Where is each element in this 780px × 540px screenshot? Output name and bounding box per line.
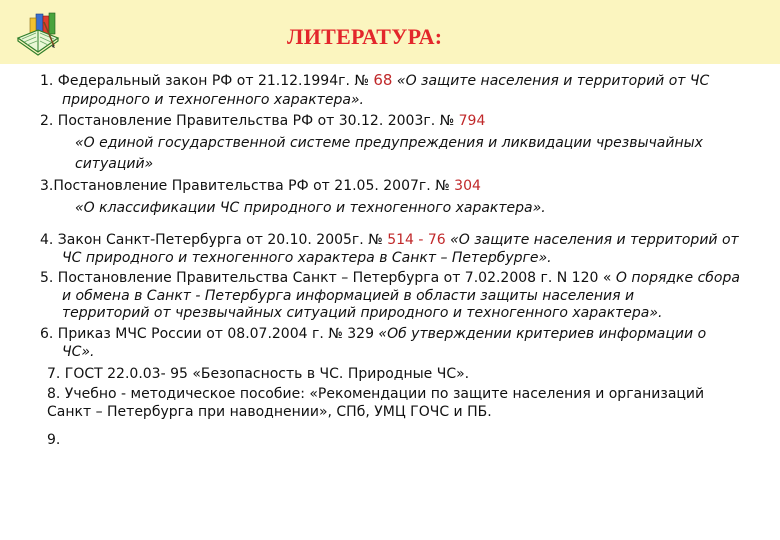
reference-3-line-2: «О классификации ЧС природного и техногенного характера». bbox=[75, 200, 546, 216]
reference-9-line-1: 9. bbox=[47, 432, 61, 448]
reference-5-line-3: территорий от чрезвычайных ситуаций природного и техногенного характера». bbox=[62, 305, 663, 321]
reference-2-number: 794 bbox=[458, 113, 486, 129]
reference-3-number: 304 bbox=[454, 178, 481, 194]
reference-4-line-2: ЧС природного и техногенного характера в Санкт – Петербурге». bbox=[62, 250, 552, 266]
reference-5-line-1: 5. Постановление Правительства Санкт – Петербурга от 7.02.2008 г. N 120 « О порядке сбора bbox=[40, 270, 740, 286]
reference-1-line-1: 1. Федеральный закон РФ от 21.12.1994г. № 68 «О защите населения и территорий от ЧС bbox=[40, 71, 710, 89]
reference-2-line-1: 2. Постановление Правительства РФ от 30.12. 2003г. № 794 bbox=[40, 113, 486, 129]
reference-2-line-3: ситуаций» bbox=[75, 156, 154, 172]
reference-2-line-2: «О единой государственной системе предупреждения и ликвидации чрезвычайных bbox=[75, 135, 703, 151]
reference-6-line-1: 6. Приказ МЧС России от 08.07.2004 г. № 329 «Об утверждении критериев информации о bbox=[40, 326, 707, 342]
reference-7-line-1: 7. ГОСТ 22.0.03- 95 «Безопасность в ЧС. Природные ЧС». bbox=[47, 366, 470, 382]
reference-4-line-1: 4. Закон Санкт-Петербурга от 20.10. 2005г. № 514 - 76 «О защите населения и территорий от bbox=[40, 232, 739, 248]
reference-5-line-2: и обмена в Санкт - Петербурга информацией в области защиты населения и bbox=[62, 288, 635, 304]
reference-3-line-1: 3.Постановление Правительства РФ от 21.05. 2007г. № 304 bbox=[40, 178, 481, 194]
reference-8-line-1: 8. Учебно - методическое пособие: «Рекомендации по защите населения и организаций bbox=[47, 386, 705, 402]
reference-1-line-2: природного и техногенного характера». bbox=[62, 92, 365, 108]
reference-4-number: 514 - 76 bbox=[387, 232, 446, 248]
reference-1-number: 68 bbox=[373, 71, 393, 89]
page-title: ЛИТЕРАТУРА: bbox=[287, 24, 443, 49]
reference-6-line-2: ЧС». bbox=[62, 344, 95, 360]
reference-8-line-2: Санкт – Петербурга при наводнении», СПб, УМЦ ГОЧС и ПБ. bbox=[47, 404, 492, 420]
